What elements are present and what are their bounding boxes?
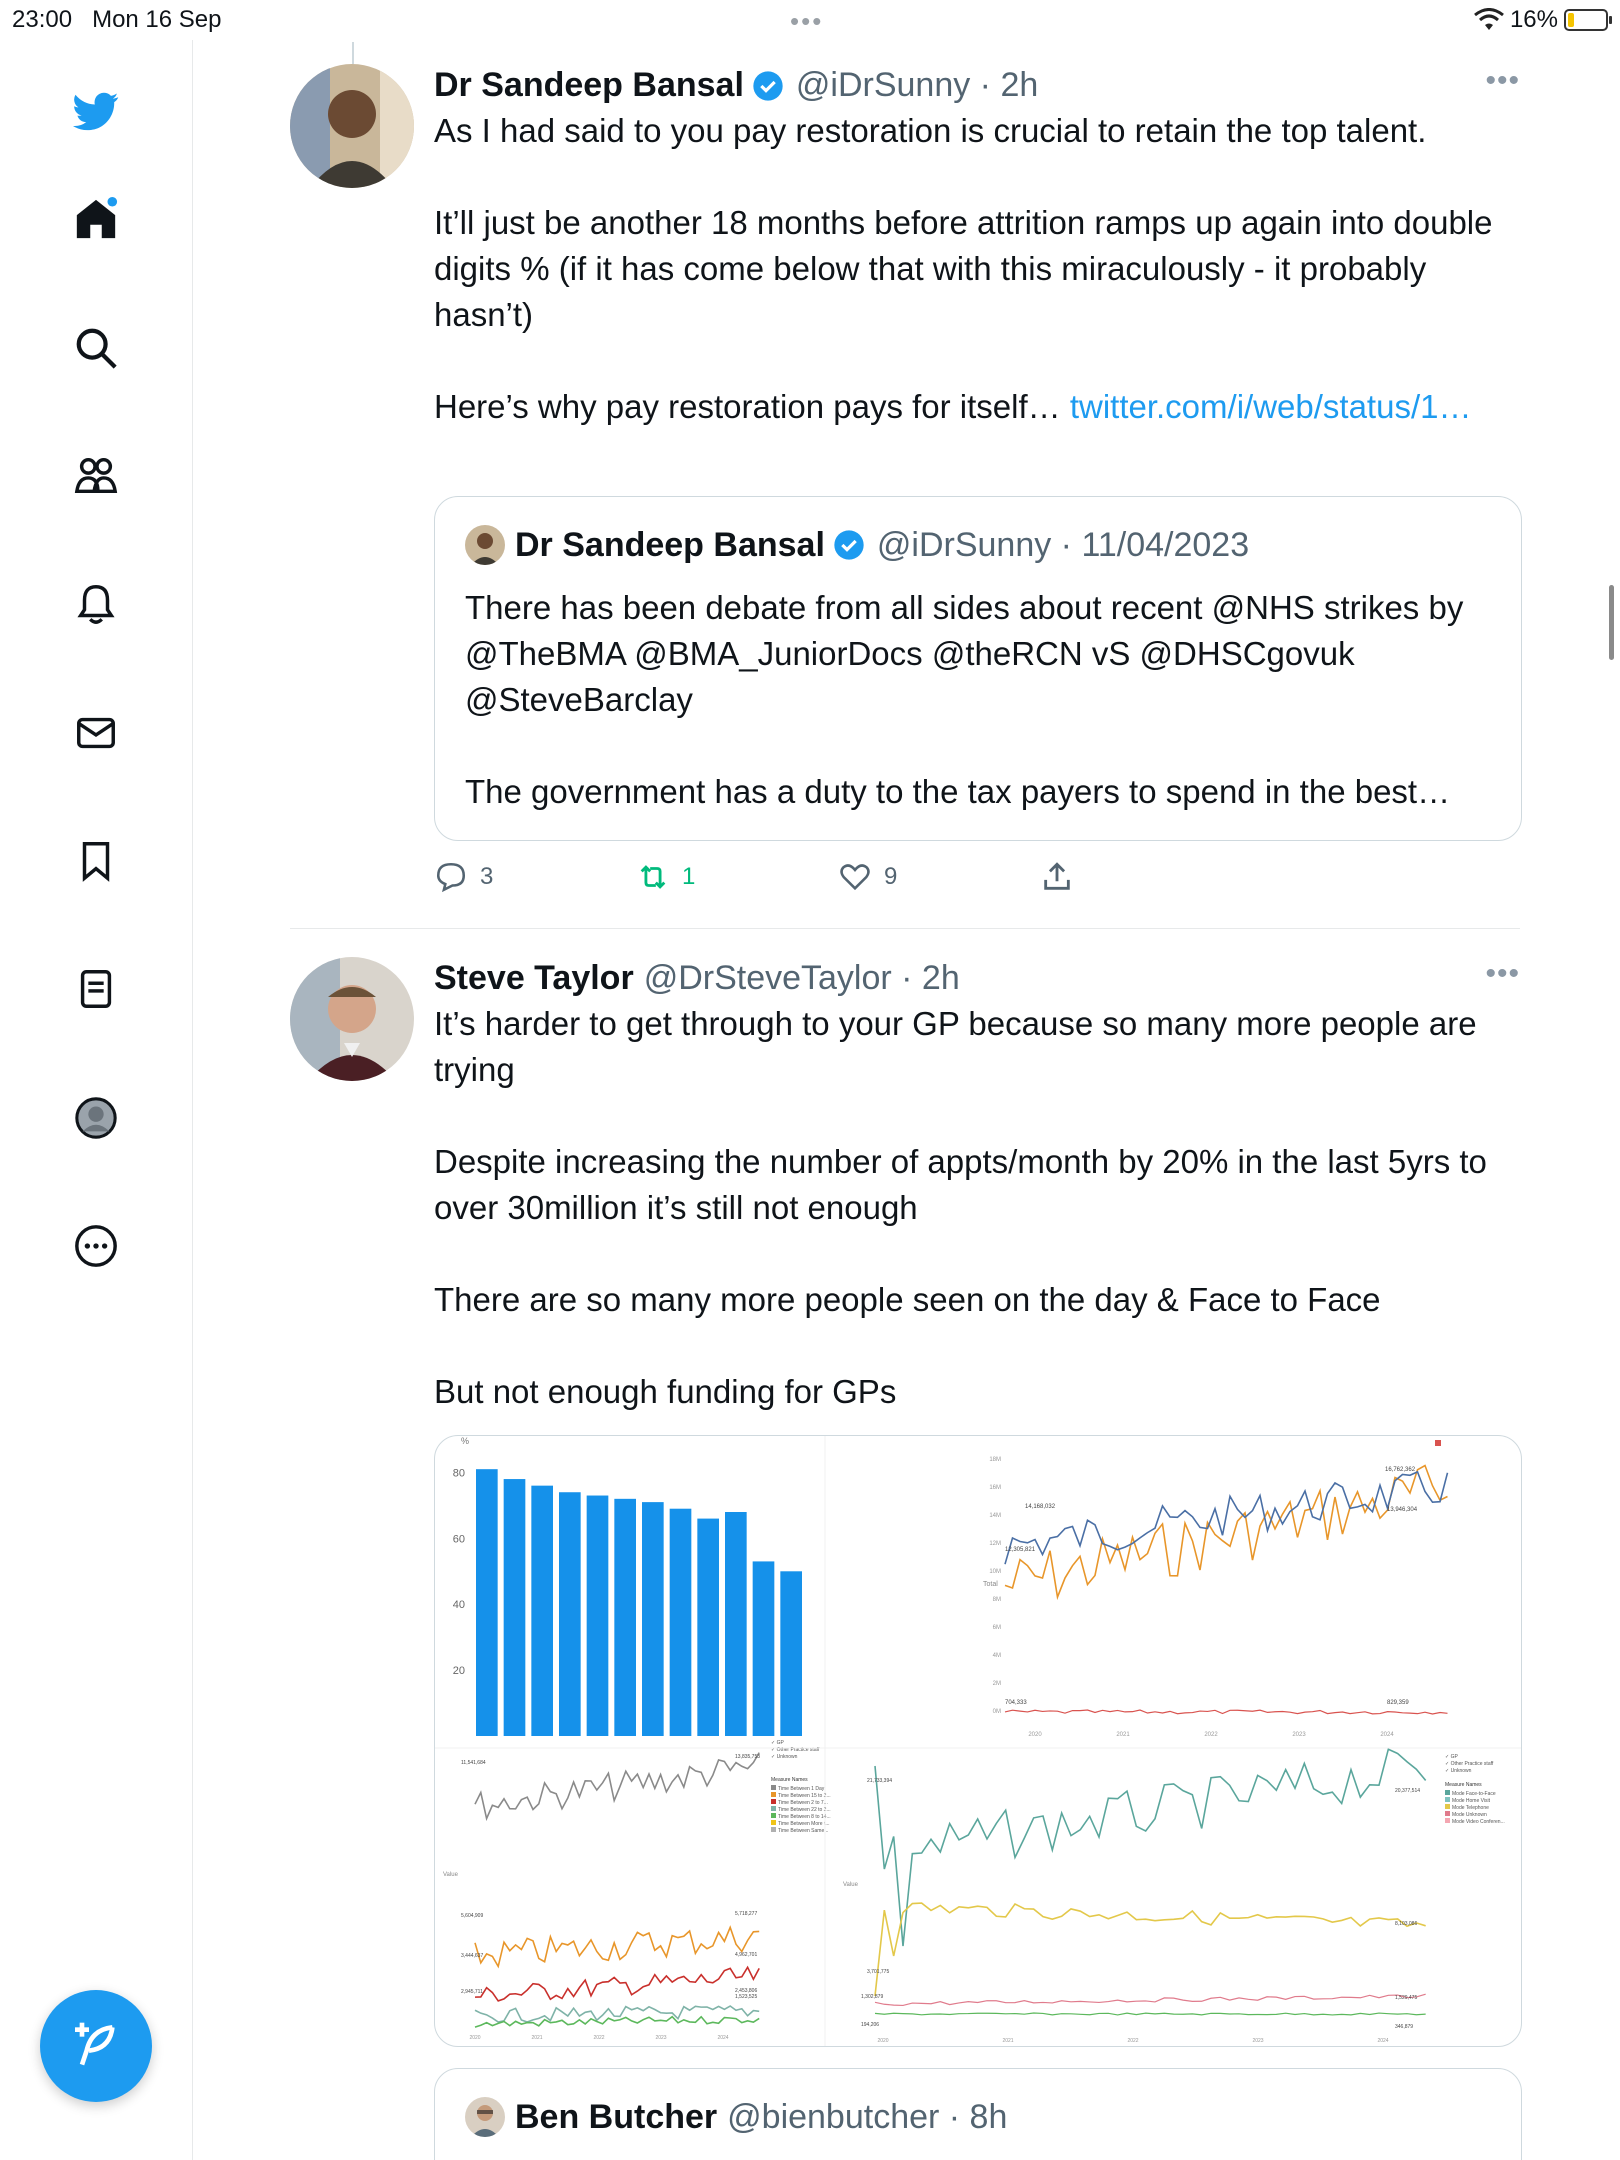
- chart4-measure-item: Mode Face-to-Face: [1452, 1791, 1496, 1797]
- quoted-tweet[interactable]: [434, 496, 1522, 841]
- chart2-ytick: 4M: [992, 1653, 1001, 1659]
- chart4-series-teal: [875, 1749, 1426, 1946]
- chart2-annotation: 12,305,821: [1005, 1547, 1036, 1553]
- tweet-1[interactable]: [290, 64, 1520, 924]
- chart4-measure-item: Mode Telephone: [1452, 1805, 1489, 1811]
- chart2-xtick: 2022: [1204, 1732, 1218, 1738]
- tweet-text-body: As I had said to you pay restoration is crucial to retain the top talent. It’ll just be another 18 months before attrition ramps up again into double digits % (if it has come below that with this miraculously - it probably hasn’t) Here’s why pay restoration pays for itself…: [434, 112, 1493, 425]
- compose-tweet-button[interactable]: [40, 1990, 152, 2102]
- chart4-measure-swatch: [1445, 1811, 1450, 1816]
- sidebar-item-profile[interactable]: [70, 1092, 122, 1144]
- chart2-annotation: 14,168,032: [1025, 1504, 1056, 1510]
- quoted-author-handle-time: @iDrSunny · 11/04/2023: [876, 525, 1250, 564]
- sidebar-item-messages[interactable]: [70, 707, 122, 759]
- author-name[interactable]: Dr Sandeep Bansal: [434, 66, 744, 104]
- chart2-ytick: 14M: [989, 1513, 1001, 1519]
- compose-feather-icon: [68, 2018, 124, 2074]
- heart-icon: [838, 860, 872, 894]
- chart3-annotation: 2,453,806: [735, 1988, 758, 1994]
- status-time-date: 23:00 Mon 16 Sep: [12, 6, 222, 33]
- chart2-xtick: 2021: [1116, 1732, 1130, 1738]
- chart3-series-green: [475, 2017, 759, 2027]
- reply-count: 3: [480, 863, 494, 890]
- sidebar-item-search[interactable]: [70, 322, 122, 374]
- chart4-measure-swatch: [1445, 1804, 1450, 1809]
- tweet-more-menu-icon[interactable]: •••: [1485, 957, 1520, 990]
- wifi-icon: [1474, 8, 1504, 32]
- communities-icon: [73, 453, 119, 499]
- sidebar-nav: [0, 40, 193, 2160]
- scrollbar-thumb[interactable]: [1609, 585, 1614, 660]
- chart4-annotation: 1,302,879: [861, 1994, 884, 2000]
- chart4-measure-item: Mode Video Conferen...: [1452, 1819, 1505, 1825]
- chart4-xtick: 2022: [1127, 2038, 1139, 2044]
- chart4-series-green: [875, 2013, 1426, 2015]
- tweet-more-menu-icon[interactable]: •••: [1485, 64, 1520, 97]
- chart4-annotation: 194,206: [861, 2022, 880, 2028]
- tweet-link[interactable]: twitter.com/i/web/status/1…: [1069, 388, 1472, 425]
- tweet-media-charts[interactable]: [434, 1435, 1522, 2047]
- battery-fill: [1568, 13, 1574, 27]
- chart2-ytick: 16M: [989, 1485, 1001, 1491]
- chart1-bar: [780, 1571, 802, 1736]
- chart3-measure-swatch: [771, 1785, 776, 1790]
- chart4-measure-item: Mode Unknown: [1452, 1812, 1487, 1818]
- chart4-annotation: 21,733,394: [867, 1778, 893, 1784]
- chart3-measure-swatch: [771, 1827, 776, 1832]
- chart1-bar: [531, 1486, 553, 1736]
- thread-line: [352, 42, 354, 64]
- chart2-xtick: 2020: [1028, 1732, 1042, 1738]
- chart2-ytick: 18M: [989, 1457, 1001, 1463]
- chart3-series-grey: [475, 1753, 759, 1819]
- chart4-xtick: 2024: [1377, 2038, 1389, 2044]
- chart1-bar: [614, 1499, 636, 1736]
- chart1-bar: [670, 1509, 692, 1736]
- chart3-measure-item: Time Between 22 to 2...: [778, 1807, 831, 1813]
- chart4-measure-item: Mode Home Visit: [1452, 1798, 1490, 1804]
- chart1-bar: [725, 1512, 747, 1736]
- chart3-annotation: 5,718,277: [735, 1911, 758, 1917]
- chart1-ytick: 20: [452, 1665, 465, 1678]
- sidebar-item-communities[interactable]: [70, 450, 122, 502]
- avatar[interactable]: [290, 957, 414, 1081]
- chart2-ytick: 0M: [992, 1709, 1001, 1715]
- chart2-ytick: 10M: [989, 1569, 1001, 1575]
- chart4-xtick: 2023: [1252, 2038, 1264, 2044]
- retweet-icon: [636, 860, 670, 894]
- quoted-author-handle-time: @bienbutcher · 8h: [727, 2097, 1008, 2136]
- chart1-bar: [642, 1502, 664, 1736]
- chart4-annotation: 346,879: [1395, 2024, 1414, 2030]
- reply-button[interactable]: [434, 860, 636, 894]
- chart4-measure-title: Measure Names: [1445, 1782, 1482, 1788]
- quoted-tweet-next[interactable]: [434, 2068, 1522, 2160]
- chart4-series-yellow: [875, 1903, 1426, 1996]
- chart3-annotation: 1,523,525: [735, 1994, 758, 2000]
- sidebar-item-lists[interactable]: [70, 963, 122, 1015]
- chart4-annotation: 3,701,775: [867, 1969, 890, 1975]
- chart1-ytick: 60: [452, 1533, 465, 1546]
- chart2-ytick: 8M: [992, 1597, 1001, 1603]
- like-count: 9: [884, 863, 898, 890]
- chart2-annotation: 16,762,362: [1385, 1467, 1416, 1473]
- verified-badge-icon: [833, 529, 865, 561]
- quoted-tweet-header: [465, 2097, 1007, 2137]
- chart1-bar: [504, 1479, 526, 1736]
- bookmark-icon: [73, 838, 119, 884]
- charts-image: [435, 1436, 1522, 2047]
- chart3-annotation: 5,604,909: [461, 1913, 484, 1919]
- tweet-2[interactable]: [290, 957, 1520, 2047]
- chart3-measure-swatch: [771, 1806, 776, 1811]
- chart1-bar: [587, 1496, 609, 1736]
- chart3-xtick: 2023: [655, 2035, 667, 2041]
- chart3-annotation: 2,945,711: [461, 1989, 483, 1995]
- sidebar-item-bookmarks[interactable]: [70, 835, 122, 887]
- author-handle-time[interactable]: @DrSteveTaylor · 2h: [643, 959, 960, 997]
- chart3-measure-title: Measure Names: [771, 1777, 808, 1783]
- chart3-measure-item: Time Between 2 to 7...: [778, 1800, 828, 1806]
- retweet-button[interactable]: [636, 860, 838, 894]
- chart2-xtick: 2023: [1292, 1732, 1306, 1738]
- chart2-ytick: 12M: [989, 1541, 1001, 1547]
- chart2-ytick: 2M: [992, 1681, 1001, 1687]
- home-icon: [73, 196, 119, 242]
- chart1-ytick: 40: [452, 1599, 465, 1612]
- tweet-actions: [434, 860, 1242, 894]
- chart2-annotation: 829,359: [1387, 1700, 1409, 1706]
- sidebar-item-home[interactable]: [70, 193, 122, 245]
- chart3-xtick: 2024: [717, 2035, 729, 2041]
- chart3-series-orange: [475, 1927, 759, 1966]
- chart3-annotation: 4,962,701: [735, 1952, 758, 1958]
- chart2-ylabel: Total: [983, 1581, 998, 1588]
- tweet-header: [434, 66, 1038, 105]
- chart1-ytick: 80: [452, 1467, 465, 1480]
- lists-icon: [73, 966, 119, 1012]
- chart3-xtick: 2021: [531, 2035, 543, 2041]
- chart3-annotation: 3,444,637: [461, 1953, 484, 1959]
- tweet-divider: [290, 928, 1520, 929]
- tweet-text: [434, 108, 1514, 430]
- chart1-bar: [753, 1561, 775, 1736]
- retweet-count: 1: [682, 863, 696, 890]
- chart4-measure-swatch: [1445, 1797, 1450, 1802]
- more-circle-icon: [73, 1223, 119, 1269]
- chart2-series-red: [1005, 1710, 1448, 1714]
- mail-icon: [73, 710, 119, 756]
- quoted-author-name: Dr Sandeep Bansal: [515, 525, 825, 564]
- chart2-ytick: 6M: [992, 1625, 1001, 1631]
- chart4-series-pink: [875, 1994, 1426, 2005]
- chart4-legend-item: ✓ Unknown: [1445, 1768, 1472, 1774]
- author-name[interactable]: Steve Taylor: [434, 959, 634, 997]
- sidebar-item-more[interactable]: [70, 1220, 122, 1272]
- chart3-annotation: 11,541,684: [461, 1760, 486, 1766]
- tweet-header: [434, 959, 960, 998]
- chart1-bar: [559, 1492, 581, 1736]
- chart3-xtick: 2020: [469, 2035, 481, 2041]
- multitasking-dots[interactable]: •••: [790, 6, 824, 36]
- like-button[interactable]: [838, 860, 1040, 894]
- chart3-measure-swatch: [771, 1820, 776, 1825]
- chart3-legend-item: ✓ Other Practice staff: [771, 1747, 820, 1753]
- chart4-annotation: 8,103,086: [1395, 1921, 1418, 1927]
- search-icon: [73, 325, 119, 371]
- twitter-logo-icon[interactable]: [70, 85, 122, 137]
- chart4-measure-swatch: [1445, 1818, 1450, 1823]
- share-icon: [1040, 860, 1074, 894]
- status-right: [1474, 6, 1608, 34]
- chart3-measure-item: Time Between 15 to 2...: [778, 1793, 831, 1799]
- chart3-xtick: 2022: [593, 2035, 605, 2041]
- chart3-measure-item: Time Between 1 Day: [778, 1786, 825, 1792]
- chart1-bar: [697, 1519, 719, 1736]
- chart1-ylabel: %: [461, 1436, 470, 1446]
- chart4-ylabel: Value: [843, 1882, 858, 1888]
- chart4-measure-swatch: [1445, 1790, 1450, 1795]
- chart4-annotation: 1,529,475: [1395, 1995, 1418, 2001]
- chart3-measure-swatch: [771, 1813, 776, 1818]
- quoted-tweet-text: There has been debate from all sides about recent @NHS strikes by @TheBMA @BMA_JuniorDocs @theRCN vS @DHSCgovuk @SteveBarclay The government has a duty to the tax payers to spend in the best…: [465, 589, 1464, 810]
- quoted-avatar: [465, 525, 505, 565]
- chart3-legend-item: ✓ GP: [771, 1740, 784, 1746]
- chart2-xtick: 2024: [1380, 1732, 1394, 1738]
- chart4-annotation: 20,377,514: [1395, 1788, 1421, 1794]
- chart3-measure-swatch: [771, 1792, 776, 1797]
- chart3-measure-item: Time Between 8 to 14...: [778, 1814, 831, 1820]
- chart2-series-orange: [1005, 1466, 1448, 1598]
- battery-percentage: 16%: [1509, 6, 1558, 33]
- chart2-annotation: 13,946,304: [1387, 1507, 1418, 1513]
- chart3-series-red: [475, 1967, 759, 2001]
- chart2-legend-swatch: [1435, 1440, 1441, 1446]
- chart3-legend-item: ✓ Unknown: [771, 1754, 798, 1760]
- chart2-annotation: 704,333: [1005, 1700, 1027, 1706]
- verified-badge-icon: [752, 70, 784, 102]
- tweet-text: It’s harder to get through to your GP because so many more people are trying Despite increasing the number of appts/month by 20% in the last 5yrs to over 30million it’s still not enough There are so many more people seen on the day & Face to Face But not enough funding for GPs: [434, 1005, 1487, 1410]
- chart3-measure-item: Time Between More t...: [778, 1821, 830, 1827]
- chart4-legend-item: ✓ Other Practice staff: [1445, 1761, 1494, 1767]
- status-bar: [0, 0, 1620, 40]
- quoted-tweet-header: [465, 525, 1249, 565]
- battery-icon: [1564, 9, 1608, 31]
- chart3-annotation: 13,835,753: [735, 1754, 761, 1760]
- chart1-bar: [476, 1469, 498, 1736]
- chart4-legend-item: ✓ GP: [1445, 1754, 1458, 1760]
- chart3-ylabel: Value: [443, 1872, 458, 1878]
- bell-icon: [73, 581, 119, 627]
- reply-icon: [434, 860, 468, 894]
- author-handle-time[interactable]: @iDrSunny · 2h: [795, 66, 1039, 104]
- chart3-measure-item: Time Between Same...: [778, 1828, 829, 1834]
- quoted-author-name: Ben Butcher: [515, 2097, 718, 2136]
- avatar[interactable]: [290, 64, 414, 188]
- chart4-xtick: 2021: [1002, 2038, 1014, 2044]
- quoted-avatar: [465, 2097, 505, 2137]
- chart3-measure-swatch: [771, 1799, 776, 1804]
- chart4-xtick: 2020: [877, 2038, 889, 2044]
- share-button[interactable]: [1040, 860, 1242, 894]
- sidebar-item-notifications[interactable]: [70, 578, 122, 630]
- profile-avatar-icon: [73, 1095, 119, 1141]
